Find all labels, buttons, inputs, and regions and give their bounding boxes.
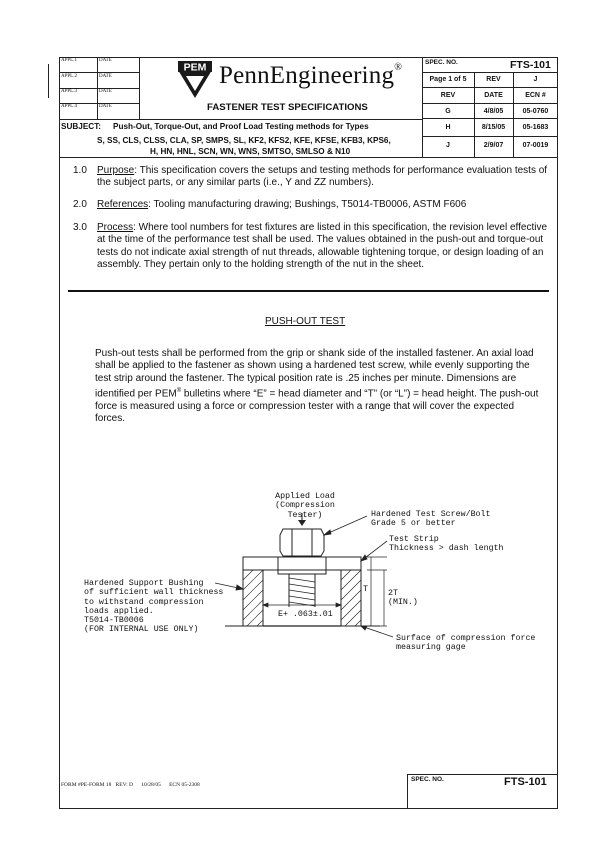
pushout-diagram [75, 485, 545, 665]
approval-1-date-label: DATE [99, 58, 112, 63]
margin-mark [48, 64, 49, 98]
approval-3-label: APPL.3 [61, 89, 77, 94]
rev-row-h: H [445, 124, 451, 131]
approval-1-label: APPL.1 [61, 58, 77, 63]
rev-row-j-date: 2/9/07 [483, 142, 504, 149]
section-2-number: 2.0 [73, 199, 87, 210]
spec-label: SPEC. NO. [425, 59, 458, 66]
dim-2t: 2T (MIN.) [388, 589, 418, 608]
subject-label: SUBJECT: [61, 122, 102, 131]
form-number: FORM #PE-FORM 18 REV: D 10/28/05 ECN 05-2308 [61, 782, 200, 788]
footer-spec-label: SPEC. NO. [411, 776, 444, 783]
subject-line-3: H, HN, HNL, SCN, WN, WNS, SMTSO, SMLSO & N10 [150, 147, 351, 156]
rev-row-h-date: 8/15/05 [481, 124, 506, 131]
approval-4-label: APPL.4 [61, 104, 77, 109]
page-indicator: Page 1 of 5 [429, 76, 467, 83]
section-divider [68, 290, 549, 292]
label-hardened-screw: Hardened Test Screw/Bolt Grade 5 or better [371, 510, 491, 529]
pem-logo [175, 60, 215, 100]
pem-logo-text: PEM [183, 61, 207, 74]
section-3-number: 3.0 [73, 222, 87, 233]
label-applied-load: Applied Load (Compression Tester) [275, 492, 335, 520]
rev-header-ecn: ECN # [525, 92, 546, 99]
footer-spec-number: FTS-101 [504, 776, 547, 788]
approval-4-date-label: DATE [99, 104, 112, 109]
section-1-number: 1.0 [73, 165, 87, 176]
rev-row-j-ecn: 07-0019 [522, 142, 549, 149]
rev-row-g: G [445, 108, 451, 115]
doc-title: FASTENER TEST SPECIFICATIONS [207, 102, 368, 113]
rev-value: J [533, 76, 538, 83]
subject-line-2: S, SS, CLS, CLSS, CLA, SP, SMPS, SL, KF2, KFS2, KFE, KFSE, KFB3, KPS6, [97, 136, 391, 145]
rev-header-rev: REV [440, 92, 456, 99]
approval-3-date-label: DATE [99, 89, 112, 94]
rev-row-g-ecn: 05-0760 [522, 108, 549, 115]
pushout-paragraph: Push-out tests shall be performed from the grip or shank side of the installed fastener. An axial load shall be applied to the fastener as shown using a hardened test screw, while evenly supporting the test strip around the fastener. The typical position rate is .25 inches per minute. Dimensions are identified per PEM® bulletins where “E” = head diameter and “T” (or “L”) = head height. The push-out force is measured using a force or compression tester with a range that will cover the expected forces. [95, 348, 539, 424]
label-test-strip: Test Strip Thickness > dash length [389, 535, 504, 554]
approval-2-label: APPL.2 [61, 74, 77, 79]
section-3: Process: Where tool numbers for test fixtures are listed in this specification, the revision level effective at the time of the performance test shall be used. The values obtained in the push-out and torque-out tests do not indicate axial strength of nut threads, allowable tightening torque, or design loading of an assembly. They pertain only to the holding strength of the nut in the sheet. [97, 222, 548, 270]
spec-number: FTS-101 [510, 59, 551, 71]
label-surface: Surface of compression force measuring gage [396, 634, 536, 653]
section-2: References: Tooling manufacturing drawing; Bushings, T5014-TB0006, ASTM F606 [97, 199, 467, 210]
approval-2-date-label: DATE [99, 74, 112, 79]
rev-row-j: J [446, 142, 450, 149]
rev-row-g-date: 4/8/05 [483, 108, 504, 115]
pushout-heading: PUSH-OUT TEST [265, 316, 346, 327]
rev-row-h-ecn: 05-1683 [522, 124, 549, 131]
dim-t: T [363, 585, 368, 594]
section-1: Purpose: This specification covers the setups and testing methods for performance evaluation tests of the subject parts, or any similar parts (i.e., Y and ZZ numbers). [97, 165, 548, 189]
label-support-bushing: Hardened Support Bushing of sufficient wall thickness to withstand compression loads applied. T5014-TB0006 (FOR INTERNAL USE ONLY) [84, 579, 224, 635]
company-name: PennEngineering® [219, 62, 402, 89]
subject-line-1: Push-Out, Torque-Out, and Proof Load Testing methods for Types [113, 122, 369, 131]
rev-header-date: DATE [484, 92, 503, 99]
rev-label: REV [486, 76, 501, 83]
dim-e: E+ .063±.01 [278, 610, 333, 619]
